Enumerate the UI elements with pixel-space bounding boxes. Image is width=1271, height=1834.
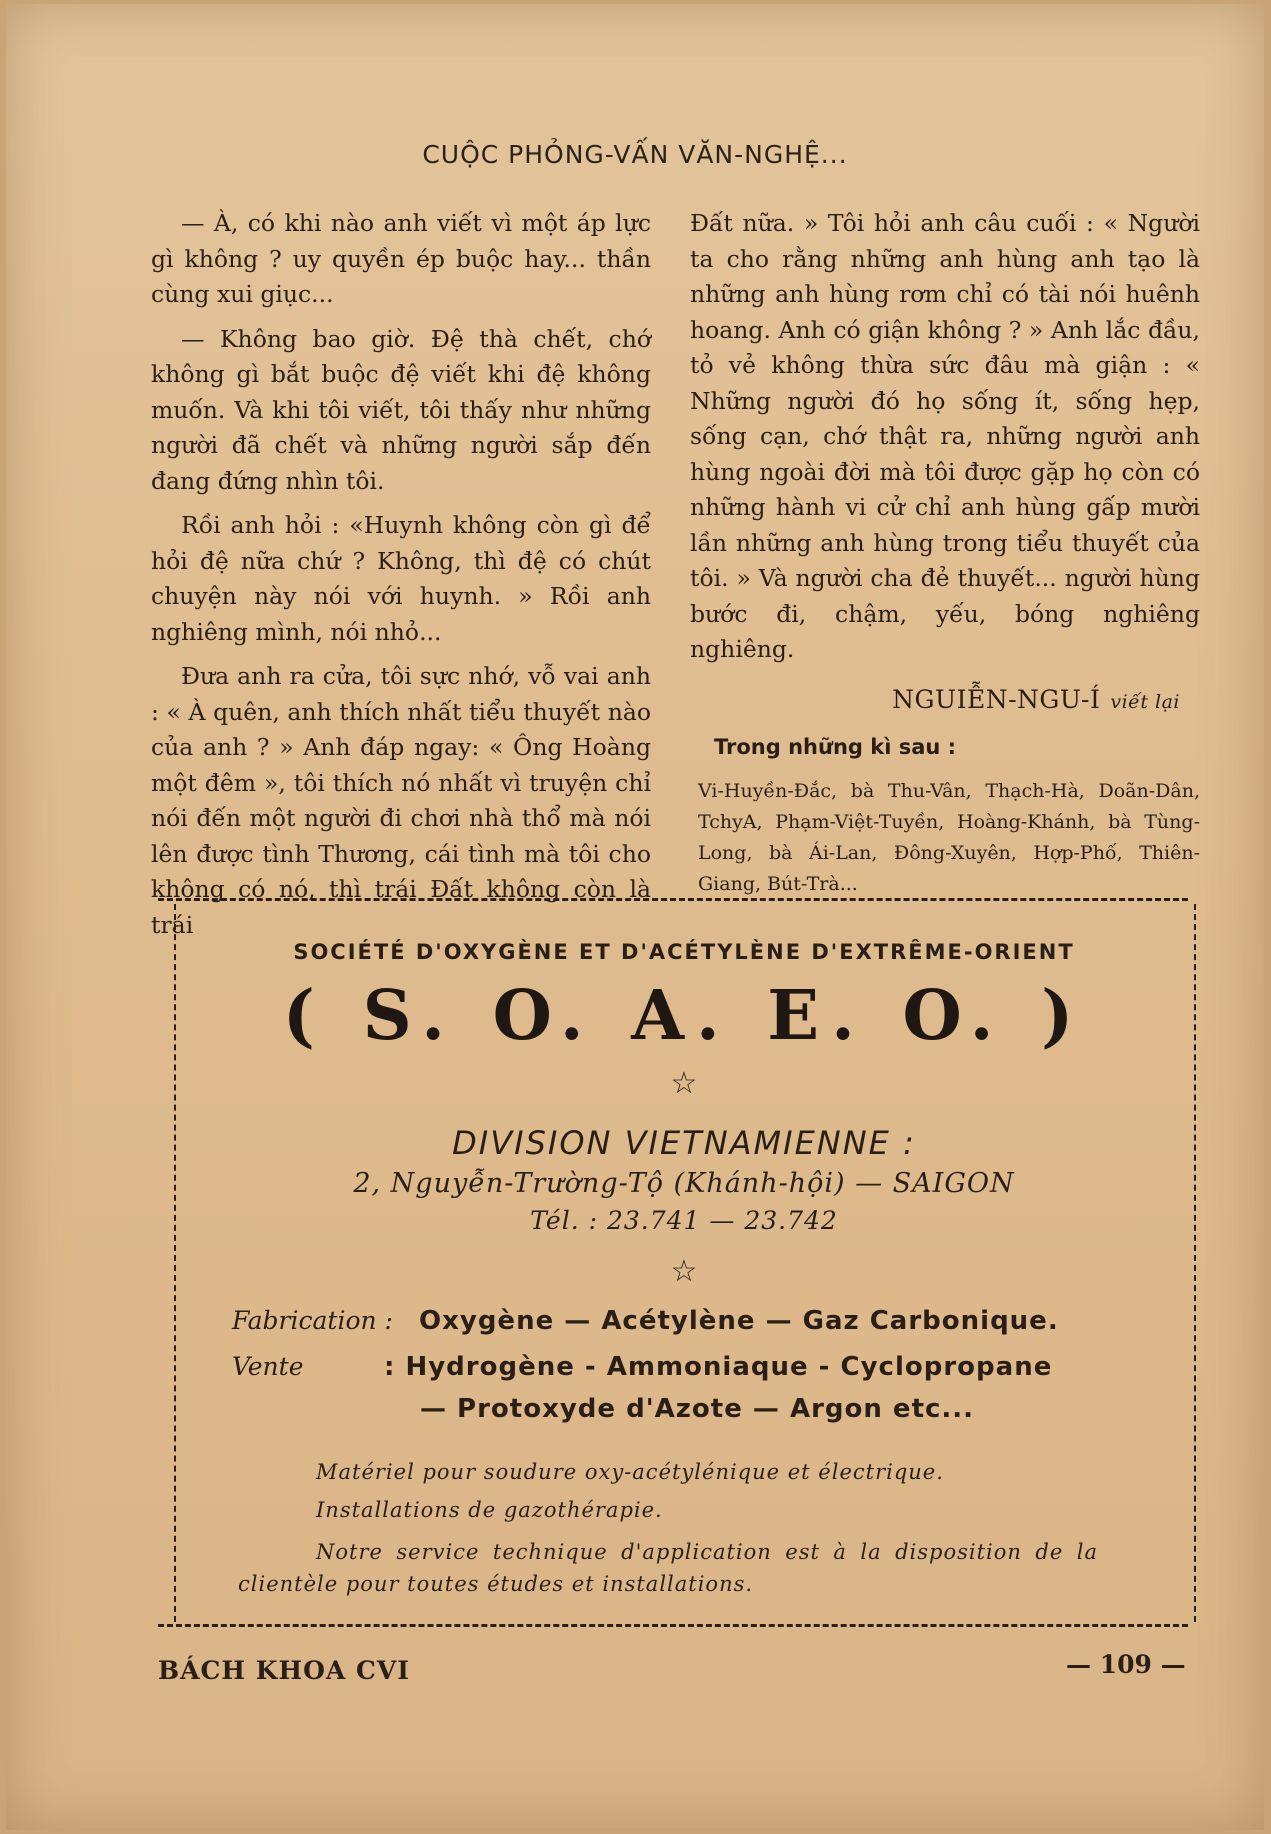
author-signature xyxy=(690,682,1200,721)
ad-border-bottom xyxy=(158,1624,1188,1627)
ad-fabrication-row xyxy=(232,1306,1059,1336)
vente-label: Vente xyxy=(232,1352,304,1381)
page-number: — 109 — xyxy=(1066,1650,1186,1679)
ad-acronym: ( S. O. A. E. O. ) xyxy=(282,976,1086,1056)
ad-telephone: Tél. : 23.741 — 23.742 xyxy=(530,1206,838,1235)
next-issues-title: Trong những kì sau : xyxy=(714,735,957,759)
advertisement xyxy=(176,904,1192,1622)
ad-division: DIVISION VIETNAMIENNE : xyxy=(452,1124,916,1162)
author-note: viết lại xyxy=(1110,690,1180,713)
fabrication-label: Fabrication : xyxy=(232,1306,393,1335)
running-title: CUỘC PHỎNG-VẤN VĂN-NGHỆ... xyxy=(422,140,848,169)
fabrication-items: Oxygène — Acétylène — Gaz Carbonique. xyxy=(419,1306,1059,1336)
ad-note: Matériel pour soudure oxy-acétylénique et électrique. xyxy=(316,1460,944,1484)
article-paragraph: — À, có khi nào anh viết vì một áp lực gì không ? uy quyền ép buộc hay... thần cùng xui giục... xyxy=(151,209,651,308)
author-name: NGUIỄN-NGU-Í xyxy=(892,684,1101,714)
star-icon: ☆ xyxy=(670,1254,698,1289)
ad-company-name: SOCIÉTÉ D'OXYGÈNE ET D'ACÉTYLÈNE D'EXTRÊME-ORIENT xyxy=(293,940,1075,964)
article-paragraph: Rồi anh hỏi : «Huynh không còn gì để hỏi đệ nữa chứ ? Không, thì đệ có chút chuyện này nói với huynh. » Rồi anh nghiêng mình, nói nhỏ... xyxy=(151,511,651,646)
magazine-page xyxy=(6,4,1264,1830)
ad-vente-row xyxy=(232,1352,1052,1382)
ad-note: Notre service technique d'application est à la disposition de la clientèle pour toutes études et installations. xyxy=(238,1540,1098,1596)
vente-items-continued: — Protoxyde d'Azote — Argon etc... xyxy=(420,1394,975,1424)
article-paragraph: Đất nữa. » Tôi hỏi anh câu cuối : « Người ta cho rằng những anh hùng anh tạo là những anh hùng rơm chỉ có tài nói huênh hoang. Anh có giận không ? » Anh lắc đầu, tỏ vẻ không thừa sức đâu mà giận : « Những người đó họ sống ít, sống hẹp, sống cạn, chớ thật ra, những người anh hùng ngoài đời mà tôi được gặp họ còn có những hành vi cử chỉ anh hùng gấp mười lần những anh hùng trong tiểu thuyết của tôi. » Và người cha đẻ thuyết... người hùng bước đi, chậm, yếu, bóng nghiêng nghiêng. xyxy=(690,209,1200,663)
next-issues-list: Vi-Huyền-Đắc, bà Thu-Vân, Thạch-Hà, Doãn-Dân, TchyA, Phạm-Việt-Tuyền, Hoàng-Khánh, bà Tùng-Long, bà Ái-Lan, Đông-Xuyên, Hợp-Phố, Thiên-Giang, Bút-Trà... xyxy=(698,779,1200,895)
article-paragraph: Đưa anh ra cửa, tôi sực nhớ, vỗ vai anh : « À quên, anh thích nhất tiểu thuyết nào của anh ? » Anh đáp ngay: « Ông Hoàng một đêm », tôi thích nó nhất vì truyện chỉ nói đến một người đi chơi nhà thổ mà nói lên được tình Thương, cái tình mà tôi cho không có nó, thì trái Đất không còn là trái xyxy=(151,662,651,939)
ad-border-right xyxy=(1194,904,1196,1622)
publication-name: BÁCH KHOA CVI xyxy=(158,1656,410,1685)
vente-items: : Hydrogène - Ammoniaque - Cyclopropane xyxy=(384,1352,1053,1382)
ad-border-top xyxy=(158,898,1188,901)
star-icon: ☆ xyxy=(670,1066,698,1101)
ad-note: Installations de gazothérapie. xyxy=(316,1498,663,1522)
ad-vente-row-continued xyxy=(420,1394,974,1424)
article-paragraph: — Không bao giờ. Đệ thà chết, chớ không gì bắt buộc đệ viết khi đệ không muốn. Và khi tôi viết, tôi thấy như những người đã chết và những người sắp đến đang đứng nhìn tôi. xyxy=(151,324,651,495)
article-column-left xyxy=(151,206,651,943)
ad-address: 2, Nguyễn-Trường-Tộ (Khánh-hội) — SAIGON xyxy=(353,1168,1015,1199)
article-column-right xyxy=(690,206,1200,900)
